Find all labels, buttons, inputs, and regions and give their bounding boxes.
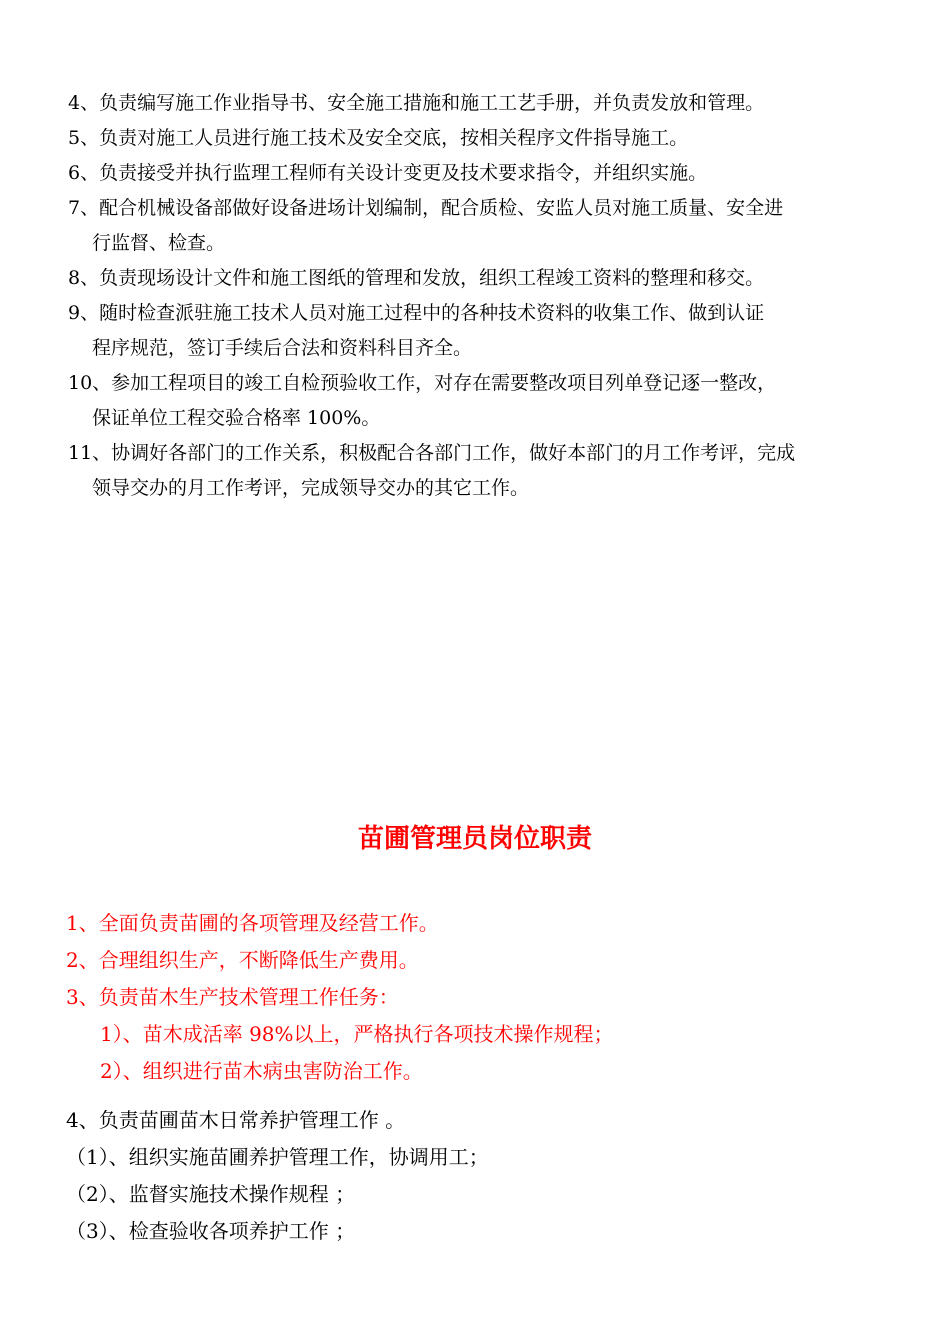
list-item: 5、负责对施工人员进行施工技术及安全交底，按相关程序文件指导施工。 — [68, 127, 689, 149]
responsibility-list-continued — [68, 86, 888, 506]
list-item: 4、负责苗圃苗木日常养护管理工作 。 — [66, 1108, 406, 1132]
list-item: 4、负责编写施工作业指导书、安全施工措施和施工工艺手册，并负责发放和管理。 — [68, 92, 765, 114]
list-item-continuation: 领导交办的月工作考评，完成领导交办的其它工作。 — [92, 477, 530, 499]
highlighted-duty-list — [66, 905, 886, 1090]
sub-list-item: 1）、苗木成活率 98%以上，严格执行各项技术操作规程； — [100, 1022, 614, 1046]
sub-list-item: （2）、监督实施技术操作规程 ； — [66, 1182, 356, 1206]
sub-list-item: （3）、检查验收各项养护工作 ； — [66, 1219, 356, 1243]
list-item-continuation: 保证单位工程交验合格率 100%。 — [92, 407, 381, 429]
sub-list-item: 2）、组织进行苗木病虫害防治工作。 — [100, 1059, 423, 1083]
list-item: 9、随时检查派驻施工技术人员对施工过程中的各种技术资料的收集工作、做到认证 程序规范，签订手续后合法和资料科目齐全。 — [68, 296, 888, 366]
list-item: 11、协调好各部门的工作关系，积极配合各部门工作，做好本部门的月工作考评，完成 领导交办的月工作考评，完成领导交办的其它工作。 — [68, 436, 888, 506]
duty-list — [66, 1102, 886, 1250]
section-title: 苗圃管理员岗位职责 — [357, 824, 592, 854]
list-item: 8、负责现场设计文件和施工图纸的管理和发放，组织工程竣工资料的整理和移交。 — [68, 267, 765, 289]
list-item: 3、负责苗木生产技术管理工作任务： — [66, 985, 399, 1009]
list-item: 1、全面负责苗圃的各项管理及经营工作。 — [66, 911, 439, 935]
list-item: 6、负责接受并执行监理工程师有关设计变更及技术要求指令，并组织实施。 — [68, 162, 708, 184]
list-item: 10、参加工程项目的竣工自检预验收工作，对存在需要整改项目列单登记逐一整改， 保证单位工程交验合格率 100%。 — [68, 366, 888, 436]
list-item-continuation: 行监督、检查。 — [92, 232, 226, 254]
list-item: 2、合理组织生产，不断降低生产费用。 — [66, 948, 419, 972]
list-item-continuation: 程序规范，签订手续后合法和资料科目齐全。 — [92, 337, 473, 359]
list-item: 7、配合机械设备部做好设备进场计划编制，配合质检、安监人员对施工质量、安全进 行监督、检查。 — [68, 191, 888, 261]
sub-list-item: （1）、组织实施苗圃养护管理工作，协调用工； — [66, 1145, 489, 1169]
